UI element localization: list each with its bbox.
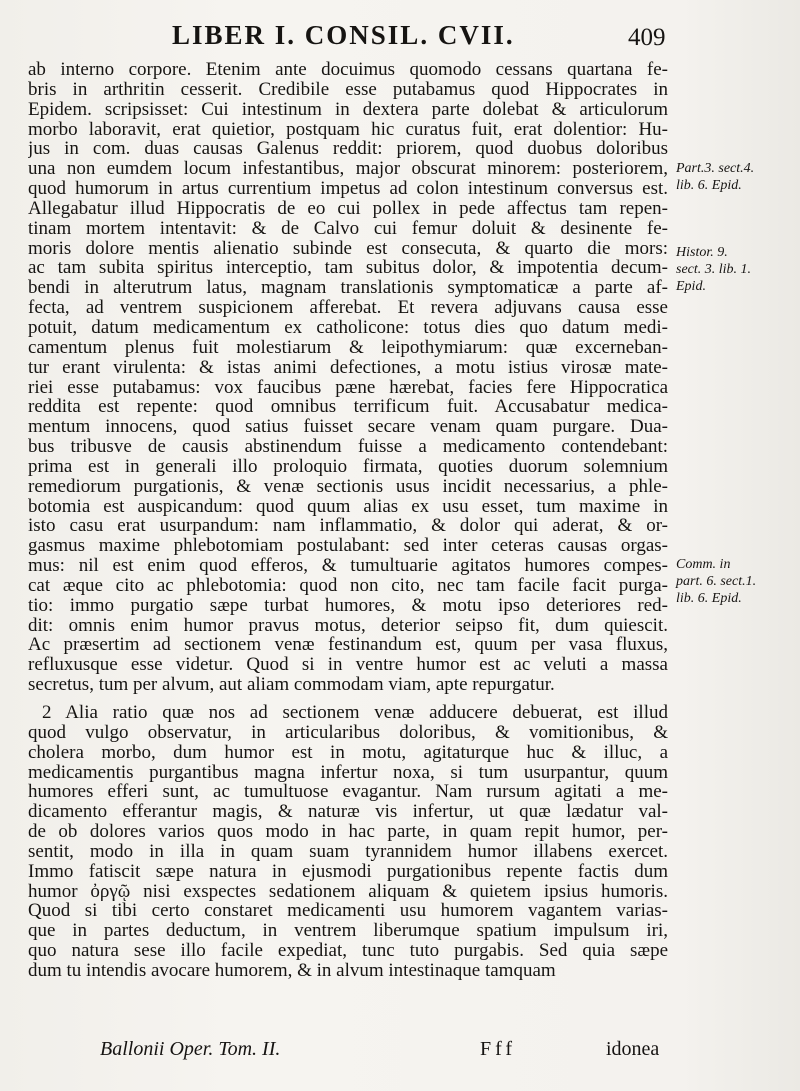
margin-note-line: Part.3. sect.4. bbox=[676, 161, 755, 176]
margin-note-line: Epid. bbox=[676, 279, 706, 294]
text-line: Immo fatiscit sæpe natura in ejusmodi purgationibus repente factis dum bbox=[28, 861, 668, 882]
text-line: Quod si tibi certo constaret medicamenti usu humorem vagantem varias- bbox=[28, 901, 668, 922]
text-line: Ac præsertim ad sectionem venæ festinandum est, quum per vasa fluxus, bbox=[28, 635, 668, 656]
text-line: riei esse putabamus: vox faucibus pæne hærebat, facies fere Hippocratica bbox=[28, 377, 668, 398]
text-line: botomia est auspicandum: quod quum alias ex usu esset, tum maxime in bbox=[28, 496, 668, 517]
text-line: Epidem. scripsisset: Cui intestinum in dextera parte dolebat & articulorum bbox=[28, 99, 668, 120]
margin-note-line: Histor. 9. bbox=[676, 245, 728, 260]
text-line: cholera morbo, dum humor est in motu, agitaturque huc & illuc, a bbox=[28, 742, 668, 763]
text-line: ac tam subita spiritus interceptio, tam subitus dolor, & impotentia decum- bbox=[28, 258, 668, 279]
margin-note-line: Comm. in bbox=[676, 557, 731, 572]
signature-mark: Fff bbox=[480, 1038, 517, 1060]
text-line: dicamento efferantur magis, & naturæ vis infertur, ut quæ lædatur val- bbox=[28, 802, 668, 823]
page-footer bbox=[0, 1038, 800, 1068]
text-line: tinam mortem intentavit: & de Calvo cui femur doluit & desinente fe- bbox=[28, 218, 668, 239]
text-line: Allegabatur illud Hippocratis de eo cui pollex in pede affectus tam repen- bbox=[28, 198, 668, 219]
text-line: remediorum purgationis, & venæ sectionis usus incidit necessarius, a phle- bbox=[28, 476, 668, 497]
margin-note-line: part. 6. sect.1. bbox=[676, 574, 757, 589]
text-line: gasmus maxime phlebotomiam postulabant: sed inter ceteras causas orgas- bbox=[28, 536, 668, 557]
text-line: bendi in alterutrum latus, magnam translationis symptomaticæ a parte af- bbox=[28, 278, 668, 299]
body-text bbox=[28, 60, 668, 981]
text-line: reddita est repente: quod omnibus terrificum fuit. Accusabatur medica- bbox=[28, 397, 668, 418]
text-line: cat æque cito ac phlebotomia: quod non cito, nec tam facile facit purga- bbox=[28, 575, 668, 596]
page-header bbox=[0, 18, 800, 58]
text-line: isto casu erat usurpandum: nam inflammatio, & dolor qui aderat, & or- bbox=[28, 516, 668, 537]
margin-note-2 bbox=[676, 244, 751, 295]
text-line: una non eumdem locum infestantibus, major obscurat minorem: posteriorem, bbox=[28, 159, 668, 180]
text-line: bus tribusve de causis abstinendum fuisse a medicamento contendebant: bbox=[28, 437, 668, 457]
page-number: 409 bbox=[628, 24, 666, 51]
margin-note-line: lib. 6. Epid. bbox=[676, 178, 742, 193]
text-line: mus: nil est enim quod efferos, & tumultuarie agitatos humores compes- bbox=[28, 556, 668, 576]
text-line: quod humorum in artus currentium impetus ad colon intestinum conversus est. bbox=[28, 179, 668, 199]
text-line: jus in com. duas causas Galenus reddit: priorem, quod duobus doloribus bbox=[28, 139, 668, 160]
text-line: dum tu intendis avocare humorem, & in alvum intestinaque tamquam bbox=[28, 960, 556, 981]
margin-note-line: lib. 6. Epid. bbox=[676, 591, 742, 606]
text-line: ab interno corpore. Etenim ante docuimus quomodo cessans quartana fe- bbox=[28, 60, 668, 80]
text-line: que in partes deductum, in ventrem liberumque spatium impulsum iri, bbox=[28, 921, 668, 942]
text-line: quod vulgo observatur, in articularibus doloribus, & vomitionibus, & bbox=[28, 722, 668, 743]
text-line: tio: immo purgatio sæpe turbat humores, & motu ipso deteriores red- bbox=[28, 595, 668, 616]
text-line: camentum plenus fuit molestiarum & leipothymiarum: quæ excerneban- bbox=[28, 337, 668, 358]
text-line: de ob dolores varios quos modo in hac parte, in quam repit humor, per- bbox=[28, 822, 668, 842]
text-line: moris dolore mentis alienatio subinde est consecuta, & quarto die mors: bbox=[28, 238, 668, 259]
text-line: tur erant virulenta: & istas animi defectiones, a motu istius virosæ mate- bbox=[28, 357, 668, 378]
running-head: LIBER I. CONSIL. CVII. bbox=[172, 20, 515, 50]
catchword: idonea bbox=[606, 1038, 660, 1060]
text-line: sentit, modo in illa in quam suam tyrannidem humor illabens exercet. bbox=[28, 841, 668, 862]
text-line: medicamentis purgantibus magna infertur noxa, si tum usurpantur, quum bbox=[28, 762, 668, 783]
text-line: mentum innocens, quod satius fuisset secare venam quam purgare. Dua- bbox=[28, 417, 668, 438]
text-line: 2 Alia ratio quæ nos ad sectionem venæ adducere debuerat, est illud bbox=[42, 703, 668, 723]
margin-note-1 bbox=[676, 160, 754, 194]
text-line: morbo laboravit, erat quietior, postquam hic curatus fuit, erat dolentior: Hu- bbox=[28, 119, 668, 140]
text-line: prima est in generali illo proloquio firmata, quoties duorum solemnium bbox=[28, 456, 668, 477]
text-line: refluxusque esse videtur. Quod si in ventre humor est ac veluti a massa bbox=[28, 655, 668, 676]
margin-note-line: sect. 3. lib. 1. bbox=[676, 262, 752, 277]
text-line: quo natura sese illo facile expediat, tunc tuto purgabis. Sed quia sæpe bbox=[28, 941, 668, 961]
text-line: dit: omnis enim humor pravus motus, deterior seipso fit, dum quiescit. bbox=[28, 615, 668, 636]
footer-title: Ballonii Oper. Tom. II. bbox=[100, 1038, 281, 1060]
text-line: humor ὀργῷ nisi exspectes sedationem aliquam & quietem ipsius humoris. bbox=[28, 881, 668, 902]
text-line: secretus, tum per alvum, aut aliam commodam viam, apte repurgatur. bbox=[28, 675, 555, 695]
text-line: fecta, ad ventrem suspicionem afferebat. Et revera adjuvans causa esse bbox=[28, 298, 668, 318]
text-line: potuit, datum medicamentum ex catholicone: totus dies quo datum medi- bbox=[28, 317, 668, 338]
margin-note-3 bbox=[676, 556, 756, 607]
text-line: humores efferi sunt, ac tumultuose evagantur. Nam rursum agitati a me- bbox=[28, 782, 668, 803]
text-line: bris in arthritin cesserit. Credibile esse putabamus quod Hippocrates in bbox=[28, 79, 668, 100]
